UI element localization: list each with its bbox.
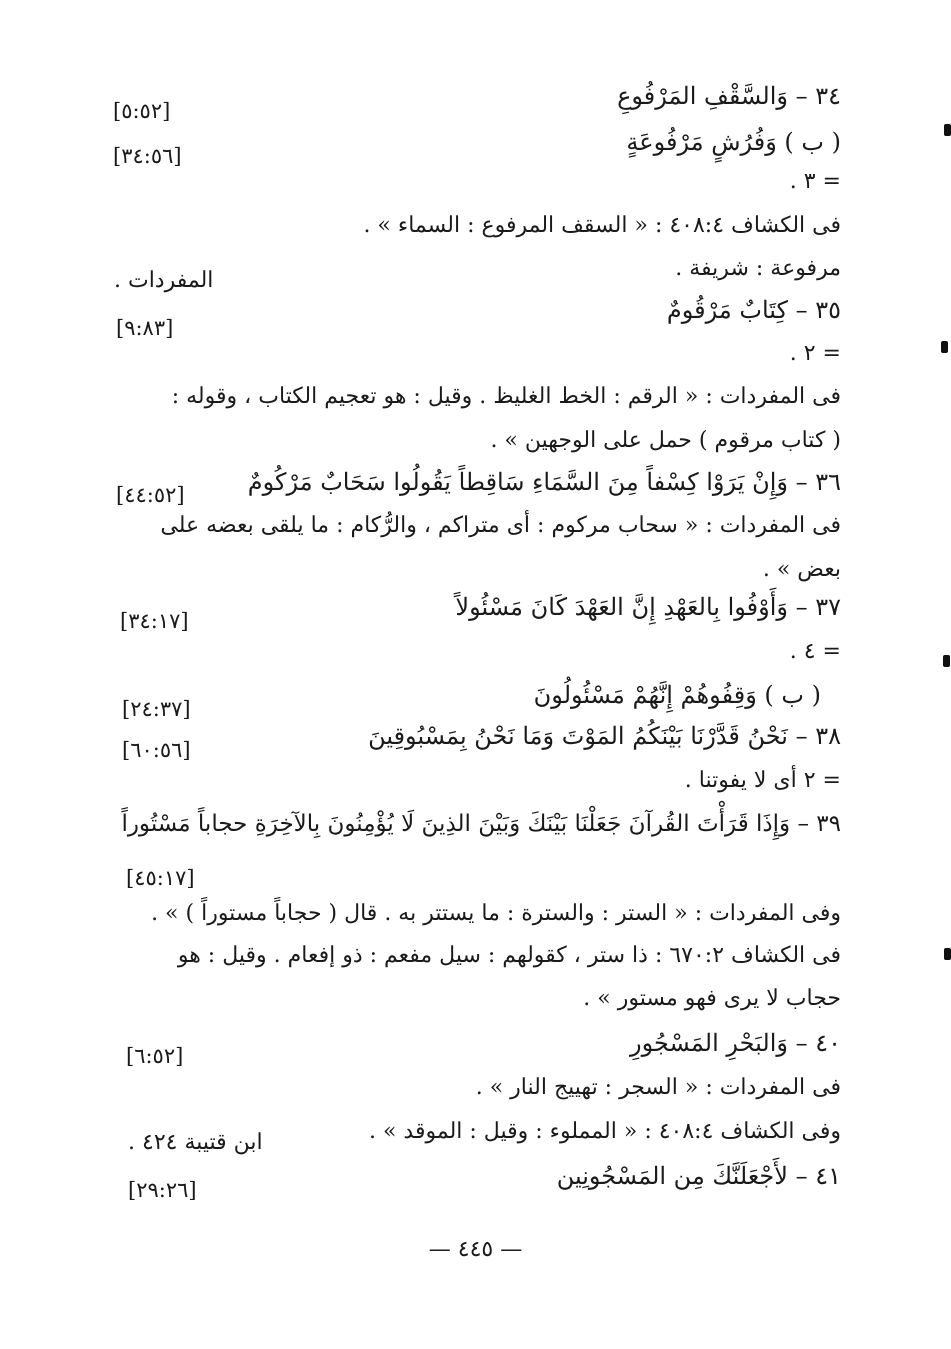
verse-reference: [٦٠:٥٦] (122, 738, 191, 762)
verse-line: ( ب ) وَفُرُشٍ مَرْفُوعَةٍ (626, 128, 841, 156)
binding-mark (941, 341, 948, 353)
verse-line: ٣٥ – كِتَابٌ مَرْقُومٌ (666, 296, 841, 324)
commentary-line: بعض » . (762, 557, 841, 582)
verse-line: ٣٤ – وَالسَّقْفِ المَرْفُوعِ (617, 82, 841, 110)
verse-line: ٤٠ – وَالبَحْرِ المَسْجُورِ (630, 1029, 841, 1057)
verse-line: ٣٦ – وَإِنْ يَرَوْا كِسْفاً مِنَ السَّمَاءِ سَاقِطاً يَقُولُوا سَحَابٌ مَرْكُومٌ (247, 468, 841, 496)
commentary-line: فى المفردات : « الرقم : الخط الغليظ . وقيل : هو تعجيم الكتاب ، وقوله : (171, 384, 841, 409)
commentary-line: وفى المفردات : « الستر : والسترة : ما يستتر به . قال ( حجاباً مستوراً ) » . (151, 901, 841, 926)
verse-line: ( ب ) وَقِفُوهُمْ إِنَّهُمْ مَسْئُولُونَ (533, 681, 821, 709)
verse-reference: [٤٥:١٧] (126, 866, 195, 890)
commentary-line: مرفوعة : شريفة . (675, 256, 841, 281)
count-line: = ٢ . (789, 341, 841, 366)
commentary-line: حجاب لا يرى فهو مستور » . (583, 986, 841, 1011)
verse-reference: [٣٤:١٧] (120, 609, 189, 633)
verse-reference: [٤٤:٥٢] (116, 483, 185, 507)
commentary-line: فى الكشاف ٦٧٠:٢ : ذا ستر ، كقولهم : سيل مفعم : ذو إفعام . وقيل : هو (177, 943, 841, 968)
verse-reference: [٣٤:٥٦] (113, 144, 182, 168)
verse-line: ٤١ – لأَجْعَلَنَّكَ مِن المَسْجُونِين (556, 1162, 841, 1190)
verse-line: ٣٧ – وَأَوْفُوا بِالعَهْدِ إِنَّ العَهْدَ كَانَ مَسْئُولاً (455, 593, 841, 621)
commentary-line: فى المفردات : « السجر : تهييج النار » . (475, 1075, 841, 1100)
commentary-line: فى المفردات : « سحاب مركوم : أى متراكم ، والرُّكام : ما يلقى بعضه على (160, 513, 841, 538)
count-line: = ٢ أى لا يفوتنا . (684, 768, 841, 793)
verse-line: ٣٨ – نَحْنُ قَدَّرْنَا بَيْنَكُمُ المَوْتَ وَمَا نَحْنُ بِمَسْبُوقِينَ (368, 722, 841, 750)
verse-reference: [٩:٨٣] (116, 316, 174, 340)
verse-reference: [٥:٥٢] (113, 99, 171, 123)
source-note: ابن قتيبة ٤٢٤ . (128, 1130, 263, 1155)
commentary-line: ( كتاب مرقوم ) حمل على الوجهين » . (490, 428, 841, 453)
source-note: المفردات . (114, 268, 214, 293)
count-line: = ٤ . (789, 639, 841, 664)
commentary-line: وفى الكشاف ٤٠٨:٤ : « المملوء : وقيل : الموقد » . (368, 1119, 841, 1144)
verse-line: ٣٩ – وَإِذَا قَرَأْتَ القُرآنَ جَعَلْنَا بَيْنَكَ وَبَيْنَ الذِينَ لَا يُؤْمِنُونَ بِالآخِرَةِ حجاباً مَسْتُوراً (121, 811, 841, 837)
count-line: = ٣ . (789, 169, 841, 194)
verse-reference: [٦:٥٢] (126, 1044, 184, 1068)
commentary-line: فى الكشاف ٤٠٨:٤ : « السقف المرفوع : السماء » . (363, 213, 841, 238)
verse-reference: [٢٩:٢٦] (128, 1178, 197, 1202)
binding-mark (944, 948, 951, 960)
binding-mark (943, 655, 950, 667)
verse-reference: [٢٤:٣٧] (122, 697, 191, 721)
binding-mark (944, 124, 951, 136)
page-number: — ٤٤٥ — (428, 1237, 523, 1262)
